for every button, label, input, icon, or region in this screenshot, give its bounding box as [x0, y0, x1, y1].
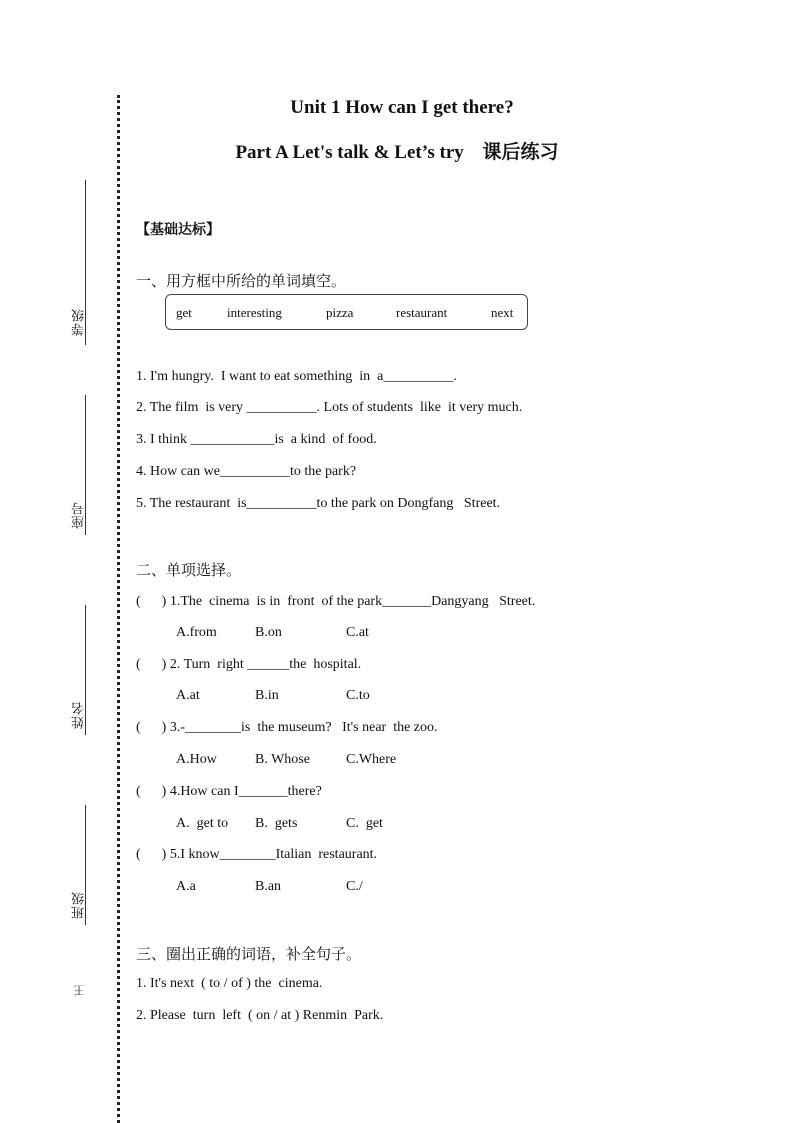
choice-question: ( ) 3.-________is the museum? It's near the zoo.: [136, 720, 438, 735]
grade-field: [62, 180, 92, 345]
binding-dotted-line: [117, 95, 120, 1123]
choice-option: C.at: [346, 625, 369, 640]
subtitle-english: Part A Let's talk & Let’s try: [235, 142, 464, 163]
choice-option: C.to: [346, 688, 370, 703]
seat-number-field: [62, 395, 92, 535]
fill-blank-item: 1. I'm hungry. I want to eat something in a__________.: [136, 369, 457, 384]
page-title: Unit 1 How can I get there?: [290, 97, 514, 118]
section-1-heading: 一、用方框中所给的单词填空。: [136, 272, 347, 290]
choice-option: A. get to: [176, 816, 229, 831]
choice-option: A.a: [176, 879, 196, 894]
choice-option: B.in: [255, 688, 279, 703]
choice-option: B.on: [255, 625, 282, 640]
subtitle-chinese: 课后练习: [482, 141, 559, 163]
section-3-heading: 三、圈出正确的词语，补全句子。: [136, 945, 362, 963]
fill-blank-item: 4. How can we__________to the park?: [136, 464, 357, 479]
choice-question: ( ) 5.I know________Italian restaurant.: [136, 847, 378, 862]
word-bank-item: next: [491, 305, 514, 320]
circle-word-item: 2. Please turn left ( on / at ) Renmin Park.: [136, 1008, 384, 1023]
word-bank-item: get: [176, 305, 192, 320]
grade-label: 等级: [72, 308, 87, 336]
fill-blank-item: 2. The film is very __________. Lots of students like it very much.: [136, 400, 523, 415]
section-tag: 【基础达标】: [136, 222, 220, 238]
choice-question: ( ) 4.How can I_______there?: [136, 784, 322, 799]
fill-blank-item: 5. The restaurant is__________to the park on Dongfang Street.: [136, 496, 501, 511]
choice-option: B. Whose: [255, 752, 310, 767]
name-label: 姓名: [72, 701, 87, 729]
class-field: [62, 805, 92, 925]
circle-word-item: 1. It's next ( to / of ) the cinema.: [136, 976, 323, 991]
choice-option: A.How: [176, 752, 217, 767]
choice-option: C.Where: [346, 752, 397, 767]
choice-option: C. get: [346, 816, 383, 831]
name-field: [62, 605, 92, 735]
word-bank-item: interesting: [227, 305, 282, 320]
section-2-heading: 二、单项选择。: [136, 561, 242, 579]
school-label: 王: [73, 984, 86, 996]
fill-blank-item: 3. I think ____________is a kind of food.: [136, 432, 377, 447]
word-bank-item: pizza: [326, 305, 354, 320]
choice-option: A.from: [176, 625, 217, 640]
choice-option: B. gets: [255, 816, 298, 831]
seat-number-label: 座号: [72, 501, 87, 529]
choice-question: ( ) 2. Turn right ______the hospital.: [136, 657, 362, 672]
word-bank-item: restaurant: [396, 305, 448, 320]
class-label: 班级: [72, 891, 87, 919]
page-subtitle: [0, 137, 794, 164]
choice-option: B.an: [255, 879, 282, 894]
choice-option: C./: [346, 879, 363, 894]
choice-question: ( ) 1.The cinema is in front of the park_______Dangyang Street.: [136, 594, 536, 609]
choice-option: A.at: [176, 688, 200, 703]
word-bank-box: [165, 294, 528, 330]
